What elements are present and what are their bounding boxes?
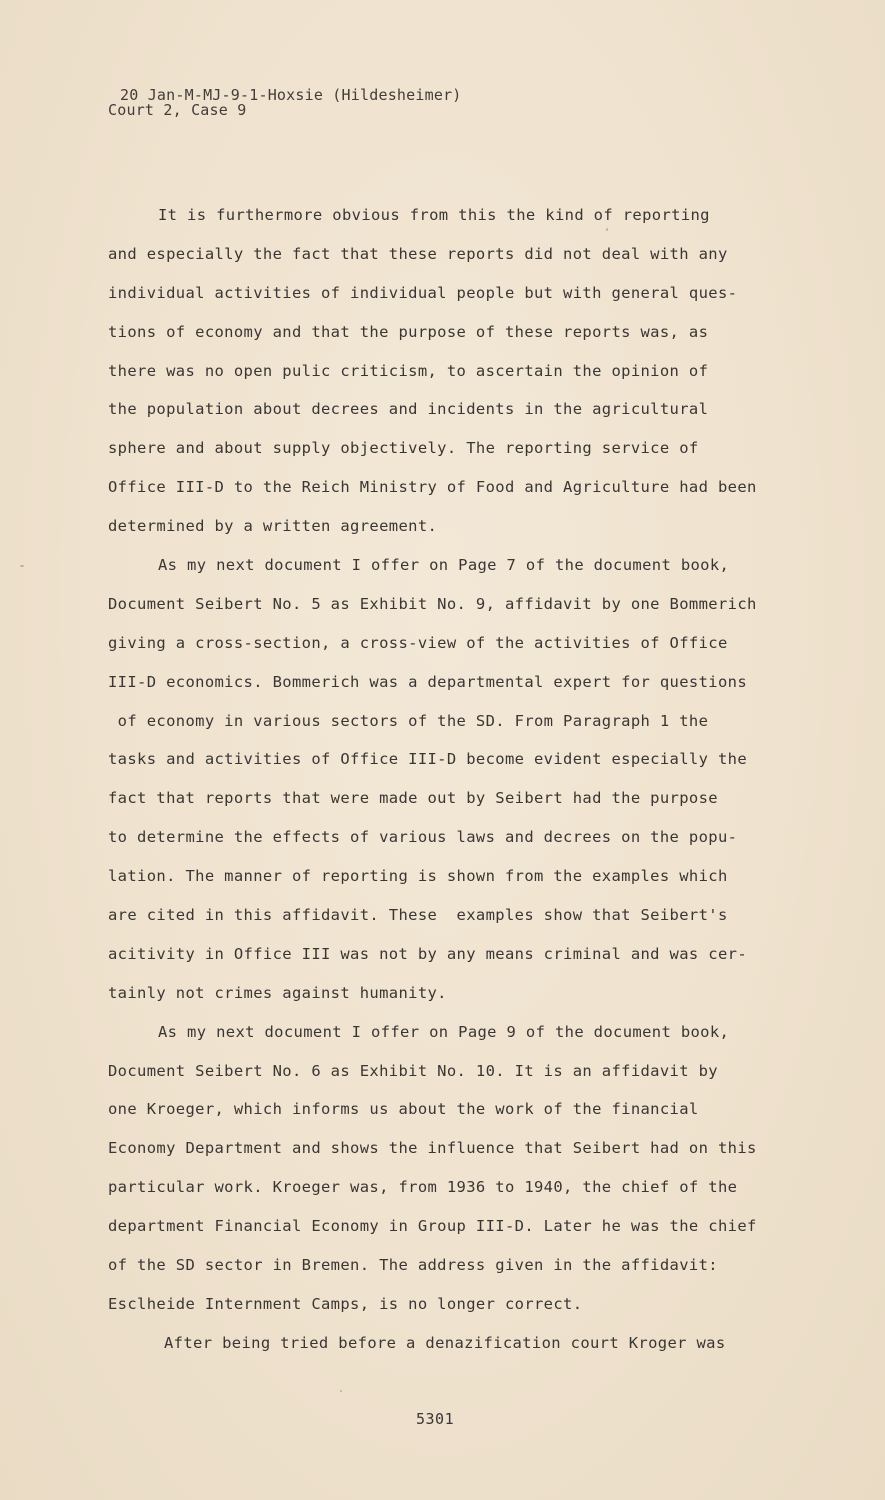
text-line: of economy in various sectors of the SD. From Paragraph 1 the bbox=[108, 711, 709, 730]
paper-speck bbox=[606, 228, 608, 231]
text-line: there was no open pulic criticism, to ascertain the opinion of bbox=[108, 361, 709, 380]
text-line: III-D economics. Bommerich was a departmental expert for questions bbox=[108, 672, 747, 691]
text-line: determined by a written agreement. bbox=[108, 517, 438, 536]
paragraph-3 bbox=[108, 1013, 768, 1324]
text-line: Office III-D to the Reich Ministry of Food and Agriculture had been bbox=[108, 478, 757, 497]
text-line: individual activities of individual people but with general ques- bbox=[108, 283, 738, 302]
text-line: tainly not crimes against humanity. bbox=[108, 983, 447, 1002]
text-line: Economy Department and shows the influence that Seibert had on this bbox=[108, 1139, 757, 1158]
text-line: After being tried before a denazification court Kroger was bbox=[164, 1333, 726, 1352]
text-line: acitivity in Office III was not by any means criminal and was cer- bbox=[108, 944, 747, 963]
header-court-case: Court 2, Case 9 bbox=[108, 101, 247, 119]
page-number: 5301 bbox=[416, 1410, 455, 1428]
text-line: the population about decrees and incidents in the agricultural bbox=[108, 400, 709, 419]
text-line: of the SD sector in Bremen. The address given in the affidavit: bbox=[108, 1256, 718, 1275]
text-line: fact that reports that were made out by Seibert had the purpose bbox=[108, 789, 718, 808]
paper-speck bbox=[340, 1390, 342, 1392]
header-reference: 20 Jan-M-MJ-9-1-Hoxsie (Hildesheimer) bbox=[120, 86, 462, 104]
text-line: Esclheide Internment Camps, is no longer correct. bbox=[108, 1294, 583, 1313]
text-line: As my next document I offer on Page 7 of the document book, bbox=[158, 556, 730, 575]
text-line: It is furthermore obvious from this the kind of reporting bbox=[158, 206, 710, 224]
text-line: are cited in this affidavit. These examples show that Seibert's bbox=[108, 906, 728, 925]
paper-speck bbox=[20, 565, 24, 567]
document-header bbox=[108, 88, 462, 118]
text-line: department Financial Economy in Group III-D. Later he was the chief bbox=[108, 1217, 757, 1236]
paragraph-1 bbox=[108, 196, 768, 546]
document-body bbox=[108, 196, 768, 1363]
paragraph-4 bbox=[108, 1324, 768, 1363]
text-line: to determine the effects of various laws and decrees on the popu- bbox=[108, 828, 738, 847]
text-line: sphere and about supply objectively. The reporting service of bbox=[108, 439, 699, 458]
text-line: lation. The manner of reporting is shown from the examples which bbox=[108, 867, 728, 886]
text-line: Document Seibert No. 6 as Exhibit No. 10. It is an affidavit by bbox=[108, 1061, 718, 1080]
text-line: As my next document I offer on Page 9 of the document book, bbox=[158, 1022, 730, 1041]
paragraph-2 bbox=[108, 546, 768, 1013]
text-line: tasks and activities of Office III-D become evident especially the bbox=[108, 750, 747, 769]
text-line: and especially the fact that these reports did not deal with any bbox=[108, 244, 728, 263]
text-line: tions of economy and that the purpose of these reports was, as bbox=[108, 322, 709, 341]
text-line: giving a cross-section, a cross-view of the activities of Office bbox=[108, 633, 728, 652]
text-line: particular work. Kroeger was, from 1936 to 1940, the chief of the bbox=[108, 1178, 738, 1197]
text-line: Document Seibert No. 5 as Exhibit No. 9, affidavit by one Bommerich bbox=[108, 594, 757, 613]
text-line: one Kroeger, which informs us about the work of the financial bbox=[108, 1100, 699, 1119]
